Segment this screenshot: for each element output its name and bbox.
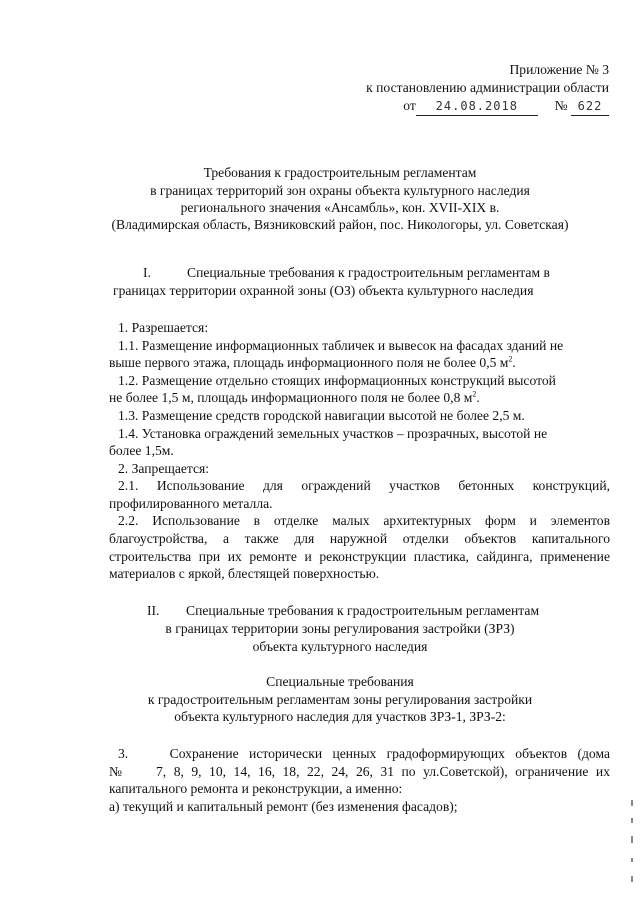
resolution-reference: к постановлению администрации области: [366, 80, 609, 95]
item-3-line3: капитального ремонта и реконструкции, а именно:: [109, 781, 403, 796]
item-1-3: 1.3. Размещение средств городской навигации высотой не более 2,5 м.: [118, 408, 525, 423]
section2-sub-line2: к градостроительным регламентам зоны регулирования застройки: [147, 692, 533, 707]
scan-mark: [631, 876, 633, 882]
forbidden-title: 2. Запрещается:: [118, 461, 210, 476]
date-prefix: от: [403, 98, 416, 113]
appendix-label: Приложение № 3: [509, 62, 609, 77]
section2-heading-line3: объекта культурного наследия: [252, 639, 428, 654]
section1-numeral: I.: [143, 265, 151, 280]
superscript-square: 2: [472, 389, 477, 399]
item-1-1-line1: 1.1. Размещение информационных табличек и вывесок на фасадах зданий не: [118, 338, 564, 353]
item-1-4-line1: 1.4. Установка ограждений земельных участков – прозрачных, высотой не: [118, 426, 548, 441]
superscript-square: 2: [508, 354, 513, 364]
section2-sub-line1: Специальные требования: [266, 674, 414, 689]
scan-mark: [631, 800, 633, 806]
section2-sub-line3: объекта культурного наследия для участков ЗРЗ-1, ЗРЗ-2:: [174, 709, 506, 724]
scan-mark: [631, 818, 633, 823]
number-prefix: №: [554, 98, 568, 113]
item-1-1-line2: выше первого этажа, площадь информационного поля не более 0,5 $м^2$.: [109, 354, 516, 370]
item-1-2-line2: не более 1,5 м, площадь информационного поля не более 0,8 $м^2$.: [109, 389, 480, 405]
item-2-2-line1: 2.2. Использование в отделке малых архитектурных форм и элементов: [118, 513, 610, 528]
title-line-4: (Владимирская область, Вязниковский район, пос. Никологоры, ул. Советская): [111, 217, 569, 232]
item-2-1-line2: профилированного металла.: [109, 496, 273, 511]
title-line-1: Требования к градостроительным регламентам: [203, 165, 477, 180]
item-2-1-line1: 2.1. Использование для ограждений участков бетонных конструкций,: [118, 478, 610, 493]
title-line-3: регионального значения «Ансамбль», кон. XVII-XIX в.: [180, 200, 500, 215]
allowed-title: 1. Разрешается:: [118, 320, 209, 335]
item-1-2-line1: 1.2. Размещение отдельно стоящих информационных конструкций высотой: [118, 373, 556, 388]
item-2-2-line3: строительства при их ремонте и реконструкции пластика, сайдинга, применение: [109, 549, 610, 564]
scan-mark: [631, 858, 633, 862]
resolution-date: 24.08.2018: [416, 99, 538, 116]
section1-heading-line1: Специальные требования к градостроительным регламентам в: [187, 265, 550, 280]
item-2-2-line4: материалов с яркой, блестящей поверхностью.: [109, 566, 380, 581]
title-line-2: в границах территорий зон охраны объекта культурного наследия: [150, 183, 530, 198]
item-1-4-line2: более 1,5м.: [109, 443, 174, 458]
item-3-line1: 3. Сохранение исторически ценных градоформирующих объектов (дома: [118, 746, 610, 761]
section1-heading-line2: границах территории охранной зоны (ОЗ) объекта культурного наследия: [113, 283, 534, 298]
section2-numeral: II.: [147, 603, 160, 618]
item-2-2-line2: благоустройства, а также для наружной отделки объектов капитального: [109, 531, 610, 546]
item-3-a: а) текущий и капитальный ремонт (без изменения фасадов);: [109, 799, 458, 814]
item-3-line2: № 7, 8, 9, 10, 14, 16, 18, 22, 24, 26, 31 по ул.Советской), ограничение их: [109, 764, 610, 779]
resolution-number: 622: [571, 99, 609, 116]
section2-heading-line1: Специальные требования к градостроительным регламентам: [186, 603, 540, 618]
section2-heading-line2: в границах территории зоны регулирования застройки (ЗРЗ): [165, 621, 515, 636]
scan-mark: [631, 836, 633, 843]
resolution-date-number: [403, 97, 609, 116]
